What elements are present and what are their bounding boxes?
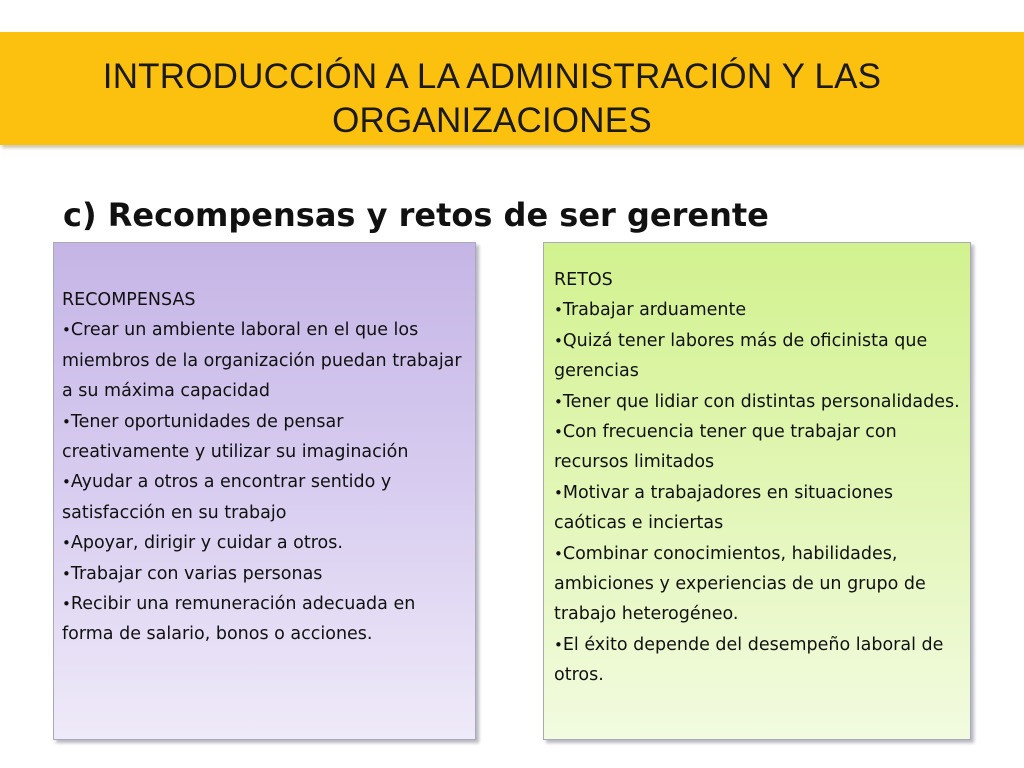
list-item	[554, 387, 966, 417]
list-item-text: Con frecuencia tener que trabajar con recursos limitados	[554, 422, 897, 473]
list-item-text: Tener oportunidades de pensar creativamente y utilizar su imaginación	[62, 411, 409, 463]
bullet: •	[62, 412, 71, 431]
list-item-text: Combinar conocimientos, habilidades, ambiciones y experiencias de un grupo de trabajo heterogéneo.	[554, 543, 926, 625]
list-item	[554, 539, 966, 630]
challenges-list	[554, 265, 966, 691]
bullet: •	[554, 635, 563, 654]
list-item	[62, 559, 472, 589]
bullet: •	[62, 534, 71, 553]
list-item-text: Crear un ambiente laboral en el que los miembros de la organización puedan trabajar a su máxima capacidad	[62, 320, 462, 402]
list-item-text: Quizá tener labores más de oficinista que gerencias	[554, 330, 928, 382]
list-item	[62, 467, 472, 528]
list-item	[554, 295, 966, 325]
bullet: •	[554, 392, 563, 411]
bullet: •	[62, 321, 71, 340]
bullet: •	[554, 423, 563, 442]
list-item-text: Recibir una remuneración adecuada en forma de salario, bonos o acciones.	[62, 594, 416, 645]
list-item-text: Apoyar, dirigir y cuidar a otros.	[70, 533, 343, 554]
bullet: •	[62, 595, 71, 614]
list-item	[554, 417, 966, 478]
rewards-heading: RECOMPENSAS	[62, 290, 196, 310]
list-item	[62, 589, 472, 650]
bullet: •	[554, 483, 563, 502]
list-item	[62, 407, 472, 468]
bullet: •	[62, 564, 71, 583]
bullet: •	[554, 544, 563, 563]
list-item-text: Trabajar con varias personas	[70, 563, 323, 584]
list-item-text: Ayudar a otros a encontrar sentido y satisfacción en su trabajo	[62, 472, 392, 523]
list-item	[554, 630, 966, 691]
bullet: •	[554, 301, 563, 320]
slide-title: INTRODUCCIÓN A LA ADMINISTRACIÓN Y LAS ORGANIZACIONES	[102, 57, 882, 140]
section-subtitle: c) Recompensas y retos de ser gerente	[63, 196, 769, 234]
rewards-list	[62, 285, 472, 650]
list-item	[62, 528, 472, 558]
list-item-text: Trabajar arduamente	[562, 300, 747, 321]
list-item	[62, 315, 472, 406]
list-item-text: Tener que lidiar con distintas personalidades.	[562, 391, 960, 412]
bullet: •	[554, 331, 563, 350]
list-item-text: El éxito depende del desempeño laboral de otros.	[554, 634, 944, 686]
bullet: •	[62, 473, 71, 492]
list-item-text: Motivar a trabajadores en situaciones caóticas e inciertas	[554, 482, 894, 534]
list-item	[554, 326, 966, 387]
challenges-heading: RETOS	[554, 270, 613, 290]
list-item	[554, 478, 966, 539]
